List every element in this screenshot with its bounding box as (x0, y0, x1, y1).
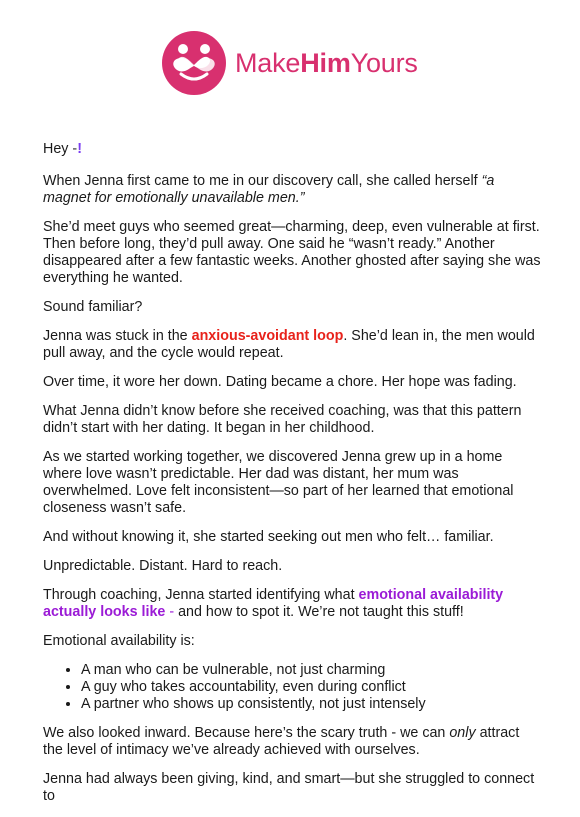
paragraph-childhood: As we started working together, we discovered Jenna grew up in a home where love wasn’t predictable. Her dad was distant, her mum was overwhelmed. Love felt inconsistent—so part of her learned that emotional closeness wasn’t safe. (43, 449, 514, 516)
intro-quote: “a magnet for emotionally unavailable men.” (43, 173, 495, 206)
inward-after: attract the level of intimacy we’ve already achieved with ourselves. (43, 725, 520, 758)
heart-infinity-icon (161, 30, 227, 96)
brand-logo[interactable] (161, 30, 418, 96)
greeting-word: Hey (43, 141, 69, 157)
greeting (43, 141, 543, 158)
emotional-availability-link[interactable]: emotional availability actually looks like (43, 587, 504, 620)
list-item: • A partner who shows up consistently, not just intensely (81, 696, 543, 713)
paragraph-familiar: And without knowing it, she started seeking out men who felt… familiar. (43, 529, 494, 545)
list-item: • A guy who takes accountability, even during conflict (81, 679, 543, 696)
logo-word-yours: Yours (350, 47, 418, 78)
greeting-name-placeholder: - (72, 141, 78, 157)
inward-before: We also looked inward. Because here’s the scary truth - we can (43, 725, 450, 741)
list-item: • A man who can be vulnerable, not just charming (81, 662, 543, 679)
logo-word-make: Make (235, 47, 301, 78)
loop-before: Jenna was stuck in the (43, 328, 192, 344)
paragraph-worn: Over time, it wore her down. Dating became a chore. Her hope was fading. (43, 374, 517, 390)
coaching-dash: - (165, 604, 175, 620)
loop-highlight: anxious-avoidant loop (191, 328, 344, 344)
logo-word-him: Him (300, 47, 351, 78)
paragraph-coaching (43, 587, 543, 621)
coaching-before: Through coaching, Jenna started identifying what (43, 587, 359, 603)
inward-emphasis: only (449, 725, 476, 741)
paragraph-list-intro: Emotional availability is: (43, 633, 195, 649)
brand-wordmark (235, 48, 418, 79)
paragraph-giving: Jenna had always been giving, kind, and smart—but she struggled to connect to (43, 771, 535, 804)
loop-after: . She’d lean in, the men would pull away, and the cycle would repeat. (43, 328, 535, 361)
paragraph-unpredictable: Unpredictable. Distant. Hard to reach. (43, 558, 283, 574)
email-header (0, 0, 580, 130)
availability-list (43, 662, 543, 713)
intro-text: When Jenna first came to me in our discovery call, she called herself (43, 173, 482, 189)
paragraph-story: She’d meet guys who seemed great—charming, deep, even vulnerable at first. Then before long, they’d pull away. One said he “wasn’t ready.” Another disappeared after a few fantastic weeks. Another ghosted after saying she was everything he wanted. (43, 219, 541, 286)
coaching-after: and how to spot it. We’re not taught this stuff! (174, 604, 464, 620)
paragraph-question: Sound familiar? (43, 299, 143, 315)
greeting-exclamation: ! (77, 141, 82, 157)
paragraph-loop (43, 328, 543, 362)
paragraph-inward (43, 725, 543, 759)
email-body (43, 141, 543, 817)
paragraph-intro (43, 173, 543, 207)
paragraph-pattern: What Jenna didn’t know before she received coaching, was that this pattern didn’t start with her dating. It began in her childhood. (43, 403, 522, 436)
